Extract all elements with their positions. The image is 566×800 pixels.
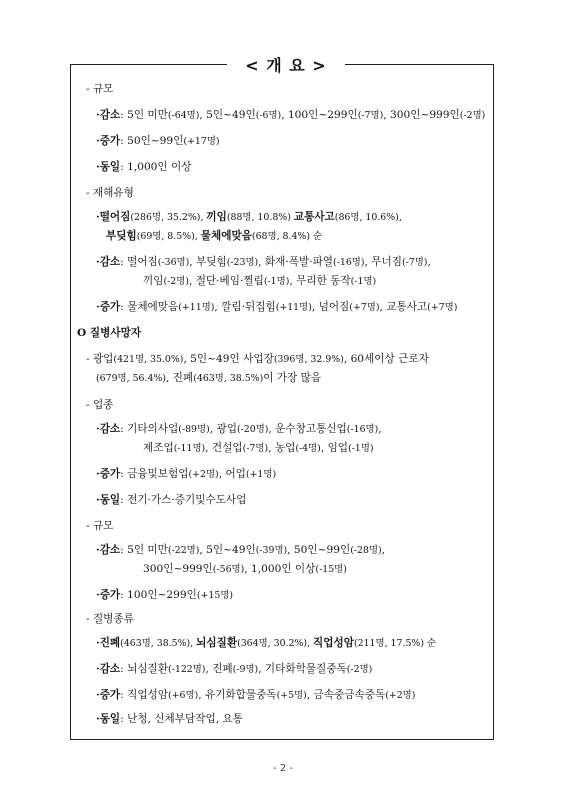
text-segment: : 5인 미만 (120, 109, 168, 121)
text-segment: (-16명) (333, 257, 365, 268)
text-segment: (463명, 38.5%), (120, 638, 197, 649)
text-segment: (-28명) (350, 545, 382, 556)
text-segment: , 5인~49인 (199, 544, 256, 556)
text-segment: , 깔림·뒤집힘 (214, 301, 276, 313)
text-segment: (421명, 35.0%) (113, 354, 184, 365)
text-segment: , 부딪힘 (189, 256, 227, 268)
text-segment: , 운수창고통신업 (268, 423, 347, 435)
text-line (96, 688, 415, 703)
text-segment: - 광업 (86, 353, 114, 365)
text-segment: , 어업 (218, 468, 246, 480)
text-segment: : 전기·가스·증기및수도사업 (120, 494, 247, 506)
text-segment: , 광업 (209, 423, 237, 435)
text-segment: 교통사고 (293, 211, 335, 223)
text-segment: 이 가장 많음 (263, 372, 322, 384)
text-line (86, 398, 113, 413)
text-segment: ·증가 (96, 301, 121, 313)
text-segment: (88명, 10.8%) (226, 212, 294, 223)
text-segment: ·증가 (96, 689, 121, 701)
text-line (96, 108, 485, 123)
text-segment: , (378, 423, 382, 435)
text-segment: (463명, 38.5%) (193, 373, 264, 384)
text-segment: , 건설업 (205, 442, 243, 454)
text-line (96, 134, 220, 149)
text-line (96, 543, 385, 558)
text-segment: (+7명) (349, 302, 380, 313)
text-segment: 직업성암 (313, 637, 354, 649)
text-segment: , (427, 256, 431, 268)
text-segment: ·증가 (96, 589, 121, 601)
text-line (143, 441, 374, 456)
text-segment: (69명, 8.5%), (136, 231, 201, 242)
text-segment: ·감소 (96, 663, 121, 675)
text-line (96, 422, 382, 437)
text-segment: (-39명) (255, 545, 288, 556)
text-segment: (-2명) (459, 110, 486, 121)
text-segment: ·동일 (96, 161, 121, 173)
text-segment: (86명, 10.6%), (334, 212, 402, 223)
text-line (96, 371, 321, 386)
text-segment: (+2명) (385, 690, 416, 701)
text-segment: (+11명) (178, 302, 215, 313)
text-segment: , 농업 (268, 442, 296, 454)
text-segment: (-89명) (178, 424, 210, 435)
text-segment: O 질병사망자 (77, 327, 142, 339)
text-segment: 끼임 (206, 211, 227, 223)
text-line (96, 160, 192, 175)
text-segment: (68명, 8.4%) 순 (251, 231, 323, 242)
text-segment: (+17명) (183, 136, 220, 147)
text-segment: (364명, 30.2%), (237, 638, 314, 649)
text-segment: 제조업 (143, 442, 174, 454)
text-segment: , (381, 544, 386, 556)
text-segment: , 유기화합물중독 (198, 689, 277, 701)
text-segment: : 난청, 신체부담작업, 요통 (120, 713, 243, 725)
text-segment: , 금속중금속중독 (306, 689, 386, 701)
text-segment: (679명, 56.4%) (96, 373, 167, 384)
text-segment: (-9명) (232, 664, 259, 675)
text-segment: : 5인 미만 (120, 544, 168, 556)
text-segment: : 뇌심질환 (120, 663, 169, 675)
text-line (96, 588, 233, 603)
text-segment: 끼임 (143, 275, 164, 287)
text-segment: , 1,000인 이상 (244, 563, 316, 575)
text-line (96, 255, 431, 270)
text-segment: - 업종 (86, 399, 114, 411)
text-segment: , 100인~299인 (281, 109, 358, 121)
text-segment: (-6명) (255, 110, 282, 121)
text-segment: (-22명) (167, 545, 200, 556)
text-segment: (-4명) (295, 443, 321, 454)
text-segment: 물체에맞음 (200, 230, 252, 242)
text-line (96, 636, 436, 651)
text-line (96, 712, 243, 727)
text-segment: ·진폐 (96, 637, 121, 649)
text-segment: ·떨어짐 (96, 211, 131, 223)
text-segment: (-16명) (346, 424, 379, 435)
text-segment: (-2명) (346, 664, 373, 675)
text-segment: (-7명) (357, 110, 384, 121)
text-segment: (-7명) (242, 443, 269, 454)
text-segment: (+15명) (196, 590, 234, 601)
text-segment: (-1명) (350, 276, 377, 287)
text-segment: (+1명) (245, 469, 277, 480)
text-segment: (-1명) (263, 276, 290, 287)
text-segment: (-122명) (168, 664, 206, 675)
text-segment: , 300인~999인 (383, 109, 460, 121)
text-line (143, 562, 347, 577)
text-line (96, 467, 276, 482)
text-segment: - 질병종류 (86, 613, 134, 625)
text-segment: (396명, 32.9%) (273, 354, 344, 365)
text-segment: (-2명) (163, 276, 189, 287)
text-segment: (286명, 35.2%), (130, 212, 207, 223)
text-segment: (+5명) (276, 690, 307, 701)
text-segment: (-36명) (157, 257, 190, 268)
text-segment: , 기타화학물질중독 (258, 663, 347, 675)
text-line (86, 186, 134, 201)
text-segment: 300인~999인 (143, 563, 213, 575)
text-line (77, 326, 141, 341)
text-segment: ·감소 (96, 544, 121, 556)
page-number: - 2 - (273, 763, 293, 774)
text-segment: (+6명) (168, 690, 199, 701)
text-segment: ·감소 (96, 256, 121, 268)
text-line (96, 210, 402, 225)
text-segment: , 절단·베임·찔림 (188, 275, 264, 287)
text-segment: , 넘어짐 (311, 301, 350, 313)
text-segment: - 규모 (86, 520, 114, 532)
text-segment: 부딪힘 (106, 230, 137, 242)
text-line (86, 519, 113, 534)
text-segment: ·감소 (96, 423, 121, 435)
text-segment: ·동일 (96, 713, 121, 725)
text-line (106, 229, 322, 244)
summary-title: < 개 요 > (227, 55, 345, 77)
text-segment: , 임업 (320, 442, 349, 454)
text-segment: , 60세이상 근로자 (343, 353, 429, 365)
text-segment: 뇌심질환 (196, 637, 238, 649)
text-segment: ·감소 (96, 109, 121, 121)
text-segment: (-15명) (315, 564, 347, 575)
text-segment: (-56명) (212, 564, 245, 575)
text-segment: , 50인~99인 (287, 544, 351, 556)
text-line (96, 300, 457, 315)
text-line (86, 352, 429, 367)
text-segment: - 규모 (86, 83, 114, 95)
text-segment: : 기타의사업 (120, 423, 179, 435)
text-segment: , 진폐 (166, 372, 194, 384)
text-segment: (-64명) (167, 110, 200, 121)
text-segment: - 재해유형 (86, 187, 134, 199)
text-segment: (+2명) (188, 469, 219, 480)
text-line (143, 274, 376, 289)
text-segment: (+11명) (275, 302, 312, 313)
text-segment: ·동일 (96, 494, 121, 506)
text-segment: : 50인~99인 (120, 135, 184, 147)
text-segment: , 무너짐 (364, 256, 402, 268)
text-segment: : 1,000인 이상 (120, 161, 192, 173)
text-line (96, 493, 246, 508)
text-line (86, 82, 113, 97)
text-segment: (+7명) (427, 302, 458, 313)
text-line (86, 612, 134, 627)
text-segment: (-1명) (348, 443, 374, 454)
text-segment: : 100인~299인 (120, 589, 197, 601)
text-segment: : 떨어짐 (120, 256, 158, 268)
text-segment: (-7명) (401, 257, 428, 268)
text-segment: (-11명) (173, 443, 206, 454)
text-segment: ·증가 (96, 135, 121, 147)
text-segment: , 5인~49인 사업장 (183, 353, 274, 365)
text-segment: , 5인~49인 (199, 109, 256, 121)
text-segment: , 진폐 (205, 663, 233, 675)
text-segment: : 물체에맞음 (120, 301, 179, 313)
text-segment: (-23명) (226, 257, 259, 268)
text-segment: , 무리한 동작 (289, 275, 351, 287)
text-segment: (211명, 17.5%) 순 (353, 638, 437, 649)
text-segment: : 직업성암 (120, 689, 169, 701)
text-segment: ·증가 (96, 468, 121, 480)
text-line (96, 662, 372, 677)
text-segment: : 금융및보험업 (120, 468, 189, 480)
text-segment: , 화재·폭발·파열 (258, 256, 334, 268)
text-segment: (-20명) (236, 424, 269, 435)
text-segment: , 교통사고 (379, 301, 428, 313)
